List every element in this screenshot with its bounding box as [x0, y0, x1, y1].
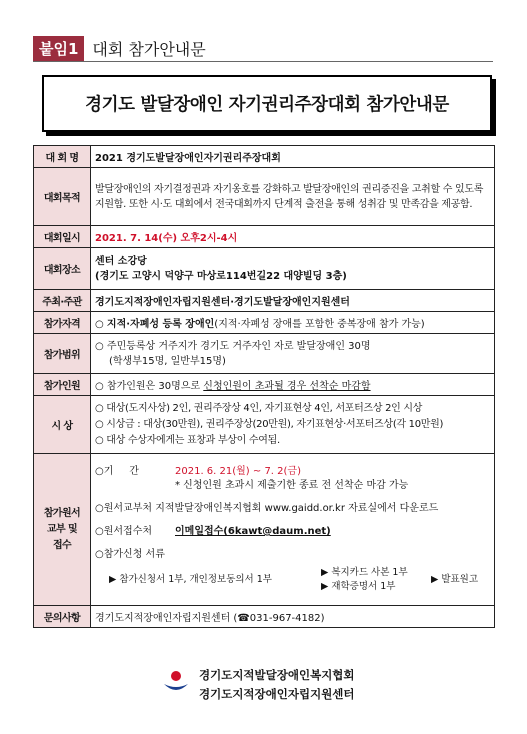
label-date: 대회일시: [34, 226, 91, 248]
label-quota: 참가인원: [34, 374, 91, 396]
doc-item: ▶ 복지카드 사본 1부: [321, 567, 408, 578]
period-row: [95, 465, 490, 479]
footer: [163, 666, 355, 704]
doc-item: ▶ 참가신청서 1부, 개인정보동의서 1부: [109, 574, 272, 585]
row-awards: [34, 396, 495, 454]
info-table: [33, 145, 495, 628]
period-note: * 신청인원 초과시 제출기한 종료 전 선착순 마감 가능: [175, 480, 409, 491]
label-eligibility: 참가자격: [34, 312, 91, 334]
value-application: [91, 454, 495, 606]
value-contact: 경기도지적장애인자립지원센터 (☎031-967-4182): [91, 606, 495, 628]
row-eligibility: [34, 312, 495, 334]
award-line: ○ 시상금 : 대상(30만원), 권리주장상(20만원), 자기표현상·서포터즈상(각 10만원): [95, 418, 444, 430]
doc-item: ▶ 재학증명서 1부: [321, 581, 396, 592]
bullet: ○: [95, 319, 104, 330]
eligibility-main: 지적·자폐성 등록 장애인: [106, 319, 215, 330]
value-event-name: 2021 경기도발달장애인자기권리주장대회: [91, 146, 495, 168]
row-scope: [34, 334, 495, 374]
row-event-name: [34, 146, 495, 168]
label-application-line: 참가원서: [43, 507, 81, 519]
attachment-title: 대회 참가안내문: [92, 40, 206, 59]
venue-address: (경기도 고양시 덕양구 마상로114번길22 대양빌딩 3층): [95, 270, 347, 282]
row-contact: [34, 606, 495, 628]
scope-line2: (학생부15명, 일반부15명): [109, 355, 226, 367]
docs-list: [95, 566, 490, 594]
label-event-name: 대 회 명: [34, 146, 91, 168]
label-awards: 시 상: [34, 396, 91, 454]
row-application: [34, 454, 495, 606]
value-quota: [91, 374, 495, 396]
row-quota: [34, 374, 495, 396]
eligibility-note: (지적·자폐성 장애를 포함한 중복장애 참가 가능): [214, 319, 425, 330]
value-awards: [91, 396, 495, 454]
value-scope: [91, 334, 495, 374]
attachment-tag: 붙임1: [33, 36, 84, 61]
venue-name: 센터 소강당: [95, 255, 147, 267]
value-venue: [91, 248, 495, 290]
row-purpose: [34, 168, 495, 226]
value-eligibility: [91, 312, 495, 334]
value-purpose: 발달장애인의 자기결정권과 자기옹호를 강화하고 발달장애인의 권리증진을 고취할 수 있도록 지원함. 또한 시·도 대회에서 전국대회까지 단계적 출전을 통해 성취감 및 만족감을 제공함.: [91, 168, 495, 226]
period-label: ○기 간: [95, 466, 139, 477]
value-host: 경기도지적장애인자립지원센터·경기도발달장애인지원센터: [91, 290, 495, 312]
document-title: 경기도 발달장애인 자기권리주장대회 참가안내문: [42, 75, 492, 132]
org-name: 경기도지적발달장애인복지협회: [199, 668, 355, 682]
footer-orgs: [199, 666, 355, 704]
scope-line1: ○ 주민등록상 거주지가 경기도 거주자인 자로 발달장애인 30명: [95, 340, 371, 352]
row-venue: [34, 248, 495, 290]
label-contact: 문의사항: [34, 606, 91, 628]
label-venue: 대회장소: [34, 248, 91, 290]
distribution-info: ○원서교부처 지적발달장애인복지협회 www.gaidd.or.kr 자료실에서 다운로드: [95, 503, 439, 514]
org-logo-icon: [163, 670, 189, 700]
value-date: 2021. 7. 14(수) 오후2시-4시: [91, 226, 495, 248]
submit-email: 이메일접수(6kawt@daum.net): [175, 526, 331, 537]
row-host: [34, 290, 495, 312]
label-host: 주최·주관: [34, 290, 91, 312]
doc-group: [321, 566, 431, 594]
row-date: [34, 226, 495, 248]
award-line: ○ 대상(도지사상) 2인, 권리주장상 4인, 자기표현상 4인, 서포터즈상 2인 시상: [95, 402, 423, 414]
award-line: ○ 대상 수상자에게는 표창과 부상이 수여됨.: [95, 434, 280, 446]
label-application-line: 접수: [52, 539, 72, 551]
attachment-header: [33, 36, 206, 61]
label-application-line: 교부 및: [46, 523, 78, 535]
label-scope: 참가범위: [34, 334, 91, 374]
divider: [33, 61, 493, 62]
docs-label: ○참가신청 서류: [95, 549, 165, 560]
org-name: 경기도지적장애인자립지원센터: [199, 687, 355, 701]
submit-row: [95, 525, 490, 539]
period-value: 2021. 6. 21(월) ~ 7. 2(금): [175, 466, 301, 477]
doc-item: ▶ 발표원고: [431, 574, 479, 585]
label-purpose: 대회목적: [34, 168, 91, 226]
quota-text: ○ 참가인원은 30명으로: [95, 381, 204, 392]
label-application: [34, 454, 91, 606]
quota-note: 신청인원이 초과될 경우 선착순 마감함: [203, 381, 371, 392]
submit-label: ○원서접수처: [95, 526, 153, 537]
